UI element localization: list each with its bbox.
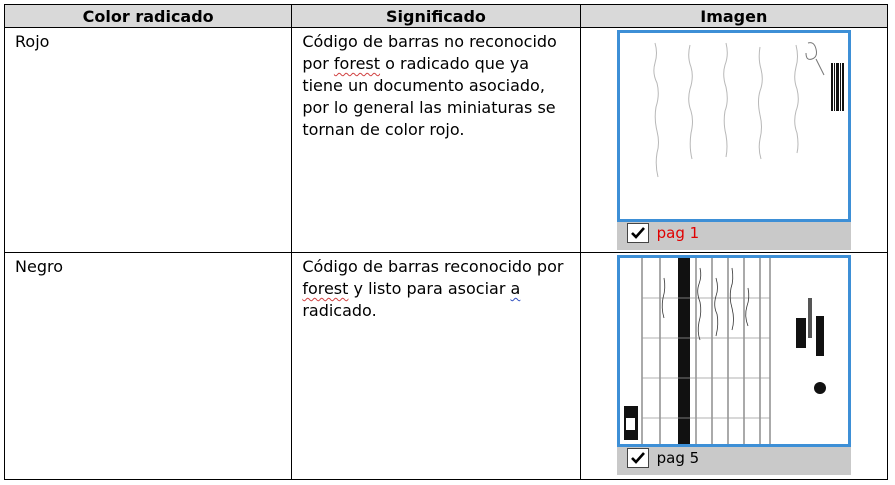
header-image: Imagen bbox=[580, 5, 887, 28]
thumbnail-page-image bbox=[617, 255, 851, 447]
thumbnail-caption bbox=[627, 222, 700, 244]
page-label: pag 1 bbox=[656, 224, 700, 242]
forest-term: forest bbox=[333, 54, 381, 73]
page-label: pag 5 bbox=[656, 449, 700, 467]
color-name: Negro bbox=[15, 257, 63, 276]
table-row bbox=[5, 253, 888, 480]
scanned-form-drawing bbox=[620, 258, 848, 444]
checkbox-checked-icon[interactable] bbox=[627, 448, 649, 468]
color-legend-table bbox=[4, 4, 888, 480]
color-name: Rojo bbox=[15, 32, 50, 51]
checkbox-checked-icon[interactable] bbox=[627, 223, 649, 243]
thumbnail-red[interactable] bbox=[617, 30, 851, 250]
thumbnail-black[interactable] bbox=[617, 255, 851, 475]
color-cell bbox=[5, 28, 292, 253]
thumbnail-page-image bbox=[617, 30, 851, 222]
meaning-cell bbox=[292, 253, 580, 480]
image-cell bbox=[580, 253, 887, 480]
meaning-cell bbox=[292, 28, 580, 253]
thumbnail-caption bbox=[627, 447, 700, 469]
meaning-text: Código de barras no reconocido por forest o radicado que ya tiene un documento asociado, por lo general las miniaturas se tornan de color rojo. bbox=[302, 32, 557, 139]
header-meaning: Significado bbox=[292, 5, 580, 28]
grammar-flag: a bbox=[510, 279, 521, 298]
image-cell bbox=[580, 28, 887, 253]
header-row bbox=[5, 5, 888, 28]
header-color: Color radicado bbox=[5, 5, 292, 28]
color-cell bbox=[5, 253, 292, 480]
scanned-page-drawing bbox=[620, 33, 848, 219]
meaning-text: Código de barras reconocido por forest y listo para asociar a radicado. bbox=[302, 257, 564, 320]
table-row bbox=[5, 28, 888, 253]
forest-term: forest bbox=[302, 279, 349, 298]
